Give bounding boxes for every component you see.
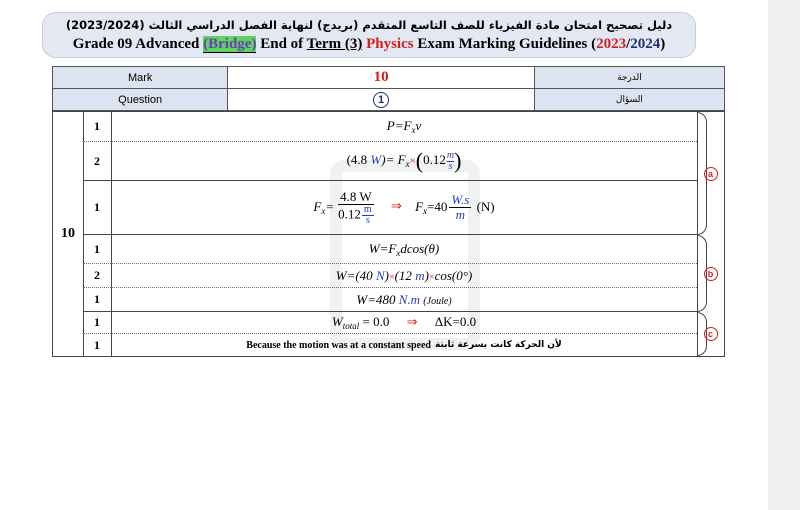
part-labels-column bbox=[697, 112, 724, 356]
part-c-label: c bbox=[697, 312, 724, 356]
header-table bbox=[52, 66, 725, 111]
mark-label-arabic: الدرجة bbox=[534, 67, 724, 89]
equation-substitution: (4.8 $W)= F_x\times(0.12$ $\frac{m}{s}$ ) bbox=[346, 148, 462, 173]
mark-row bbox=[53, 67, 725, 89]
question-label: Question bbox=[53, 89, 228, 111]
question-row bbox=[53, 89, 725, 111]
points-cell: 1 bbox=[83, 288, 111, 312]
points-cell: 2 bbox=[83, 264, 111, 288]
marking-grid bbox=[52, 111, 725, 357]
reason-english: Because the motion was at a constant speed bbox=[246, 339, 431, 351]
equation-work: $W=F_xdcos(\theta)$ bbox=[368, 240, 440, 258]
question-label-arabic: السؤال bbox=[534, 89, 724, 111]
total-mark: 10 bbox=[53, 112, 84, 356]
title-subject: Physics bbox=[366, 36, 414, 52]
answer-row-substitution bbox=[111, 142, 697, 181]
answer-row-work-formula bbox=[111, 235, 697, 264]
answers-column bbox=[111, 112, 698, 356]
banner-arabic-title: دليل تصحيح امتحان مادة الفيزياء للصف التاسع المتقدم (بريدج) لنهاية الفصل الدراسي الثالث (2023/2024) bbox=[65, 18, 673, 32]
equation-work-result: W=480 N.m (Joule) bbox=[356, 291, 452, 307]
points-cell: 1 bbox=[83, 235, 111, 264]
part-a-label: a bbox=[697, 112, 724, 235]
answer-row-reason bbox=[111, 334, 697, 356]
title-bridge: (Bridge) bbox=[203, 36, 257, 52]
exam-title-banner bbox=[42, 12, 696, 58]
equation-work-substitution: W=(40 N)×(12 m)×cos(0°) bbox=[335, 267, 473, 283]
answer-row-force-result bbox=[111, 181, 697, 235]
part-b-label: b bbox=[697, 235, 724, 312]
mark-value: 10 bbox=[228, 67, 535, 89]
title-grade: Grade 09 Advanced bbox=[72, 36, 200, 52]
right-margin-strip bbox=[768, 0, 800, 510]
answer-row-total-work bbox=[111, 312, 697, 334]
answer-row-work-result bbox=[111, 288, 697, 312]
points-cell: 1 bbox=[83, 181, 111, 235]
title-guidelines: Exam Marking Guidelines bbox=[417, 36, 588, 52]
points-column bbox=[83, 112, 112, 356]
points-cell: 1 bbox=[94, 337, 100, 352]
mark-label: Mark bbox=[53, 67, 228, 89]
answer-row-power bbox=[111, 112, 697, 142]
answer-row-work-substitution bbox=[111, 264, 697, 288]
title-year: (2023/2024) bbox=[591, 36, 666, 52]
title-end-of: End of bbox=[260, 36, 304, 52]
banner-english-title bbox=[43, 35, 695, 53]
title-term: Term (3) bbox=[306, 36, 363, 52]
equation-force: $F_x=$ 4.8 W 0.12 $\frac{m}{s}$ ⇒ $F_x=40$ $\frac{W.s}{m}$ (N) bbox=[313, 188, 495, 226]
question-number: 1 bbox=[228, 89, 535, 111]
reason-arabic: لأن الحركة كانت بسرعة ثابتة bbox=[435, 340, 562, 350]
points-cell: 2 bbox=[83, 142, 111, 181]
equation-power: $P=F_xv$ bbox=[386, 118, 422, 135]
points-cell: 1 bbox=[83, 112, 111, 142]
equation-total-work: $W_{total} = 0.0$ ⇒ ΔK=0.0 bbox=[331, 314, 477, 331]
points-cell: 1 bbox=[83, 312, 111, 334]
